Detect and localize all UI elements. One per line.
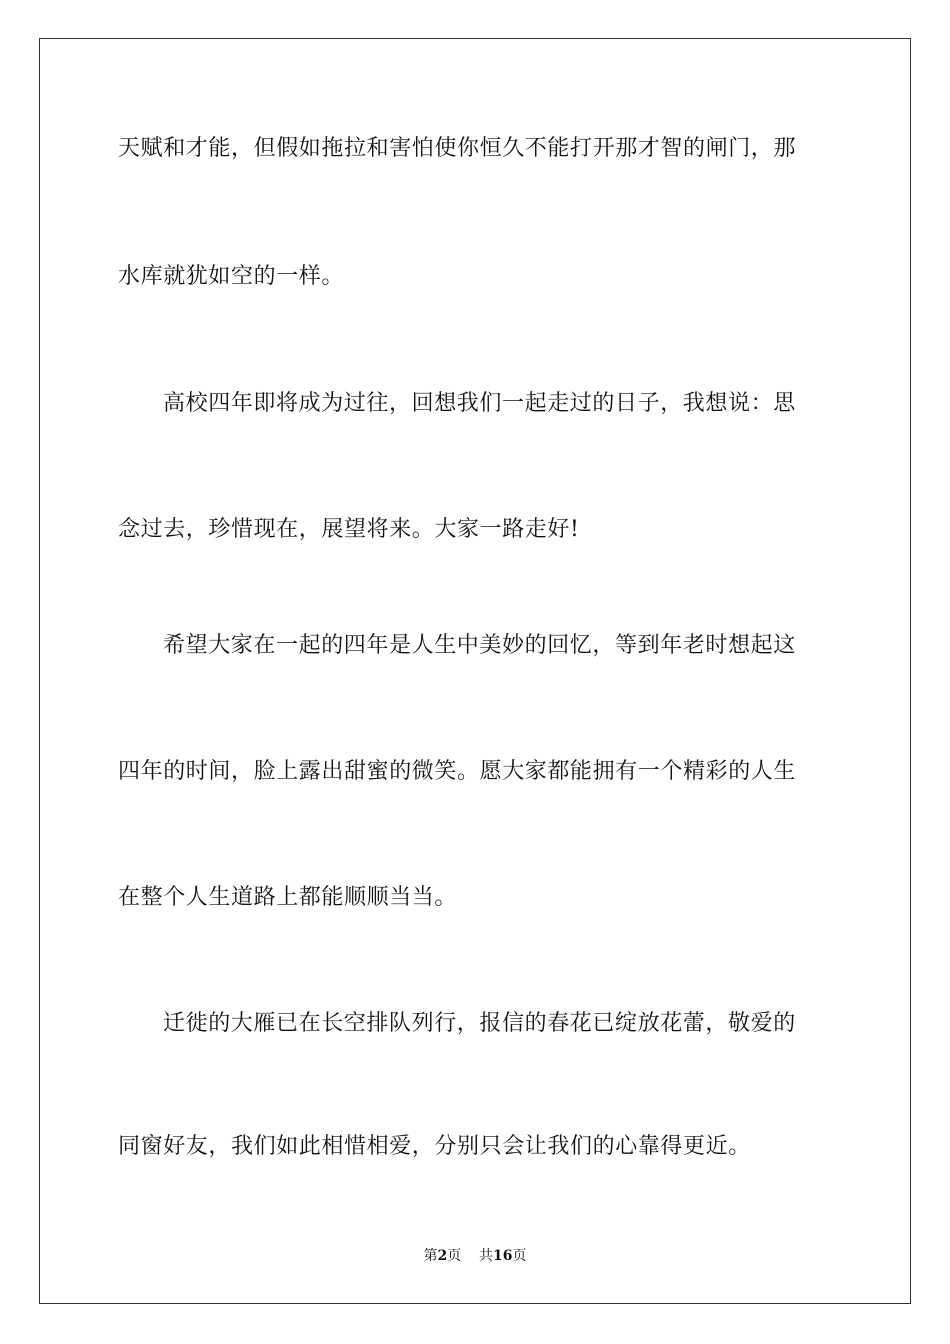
text-line-2: 水库就犹如空的一样。 xyxy=(118,264,345,289)
text-line-5: 希望大家在一起的四年是人生中美妙的回忆，等到年老时想起这 xyxy=(163,633,796,658)
footer-page-prefix: 第 xyxy=(423,1248,438,1264)
text-line-9: 同窗好友，我们如此相惜相爱，分别只会让我们的心靠得更近。 xyxy=(118,1134,751,1159)
footer-total-pages: 16 xyxy=(493,1248,513,1264)
text-line-7: 在整个人生道路上都能顺顺当当。 xyxy=(118,885,458,910)
page-footer xyxy=(0,1246,950,1266)
text-line-6: 四年的时间，脸上露出甜蜜的微笑。愿大家都能拥有一个精彩的人生 xyxy=(118,759,797,784)
text-line-3: 高校四年即将成为过往，回想我们一起走过的日子，我想说：思 xyxy=(163,391,796,416)
footer-page-suffix: 页 xyxy=(447,1248,462,1264)
footer-total-prefix: 共 xyxy=(479,1248,494,1264)
footer-current-page: 2 xyxy=(437,1248,448,1264)
text-line-4: 念过去，珍惜现在，展望将来。大家一路走好! xyxy=(118,517,580,542)
page-border xyxy=(39,38,911,1304)
footer-total-suffix: 页 xyxy=(512,1248,527,1264)
text-line-1: 天赋和才能，但假如拖拉和害怕使你恒久不能打开那才智的闸门，那 xyxy=(118,136,797,161)
text-line-8: 迁徙的大雁已在长空排队列行，报信的春花已绽放花蕾，敬爱的 xyxy=(163,1011,796,1036)
